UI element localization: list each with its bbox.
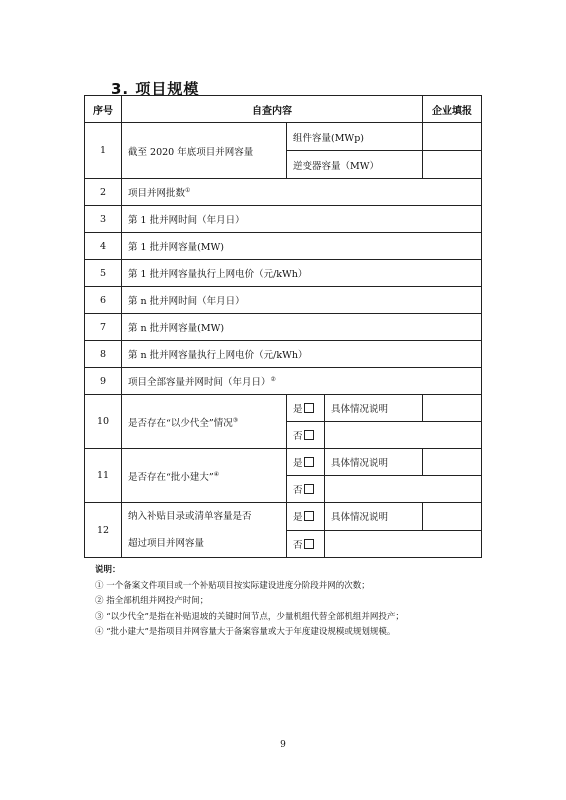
row-label bbox=[122, 179, 482, 206]
yes-checkbox[interactable] bbox=[304, 511, 314, 521]
table-row bbox=[85, 449, 482, 476]
yes-checkbox[interactable] bbox=[304, 403, 314, 413]
no-label: 否 bbox=[293, 431, 303, 442]
row-number: 4 bbox=[85, 233, 122, 260]
fill-cell[interactable] bbox=[423, 151, 482, 179]
row-number: 9 bbox=[85, 368, 122, 395]
row-label: 第 n 批并网容量执行上网电价（元/kWh） bbox=[122, 341, 482, 368]
notes-heading: 说明： bbox=[95, 565, 121, 575]
yes-option[interactable] bbox=[287, 395, 325, 422]
row-label-text: 项目全部容量并网时间（年月日） bbox=[128, 377, 271, 388]
row-label: 第 1 批并网容量执行上网电价（元/kWh） bbox=[122, 260, 482, 287]
table-row bbox=[85, 314, 482, 341]
no-option[interactable] bbox=[287, 422, 325, 449]
row-label: 第 n 批并网容量(MW) bbox=[122, 314, 482, 341]
row-label: 第 1 批并网容量(MW) bbox=[122, 233, 482, 260]
no-checkbox[interactable] bbox=[304, 539, 314, 549]
section-title: 3. 项目规模 bbox=[111, 80, 200, 98]
table-row bbox=[85, 368, 482, 395]
detail-label: 具体情况说明 bbox=[325, 449, 423, 476]
table-row bbox=[85, 287, 482, 314]
fill-cell[interactable] bbox=[423, 395, 482, 422]
yes-checkbox[interactable] bbox=[304, 457, 314, 467]
detail-label: 具体情况说明 bbox=[325, 503, 423, 531]
row-number: 7 bbox=[85, 314, 122, 341]
footnote-mark: ① bbox=[185, 186, 191, 194]
row-number: 10 bbox=[85, 395, 122, 449]
row-number: 5 bbox=[85, 260, 122, 287]
row-label bbox=[122, 449, 287, 503]
yes-option[interactable] bbox=[287, 449, 325, 476]
row-number: 6 bbox=[85, 287, 122, 314]
table-row bbox=[85, 206, 482, 233]
row-number: 8 bbox=[85, 341, 122, 368]
fill-cell[interactable] bbox=[423, 503, 482, 531]
row-label-line1: 纳入补贴目录或清单容量是否 bbox=[128, 511, 252, 522]
fill-cell[interactable] bbox=[423, 449, 482, 476]
no-checkbox[interactable] bbox=[304, 484, 314, 494]
row-number: 2 bbox=[85, 179, 122, 206]
row-label-text: 是否存在“以少代全”情况 bbox=[128, 417, 233, 429]
row-label bbox=[122, 395, 287, 449]
table-row bbox=[85, 503, 482, 531]
fill-cell[interactable] bbox=[325, 530, 482, 558]
row-label-text: 项目并网批数 bbox=[128, 188, 186, 199]
table-row bbox=[85, 233, 482, 260]
footnote-mark: ③ bbox=[232, 416, 239, 424]
note-item: ① 一个备案文件项目或一个补贴项目按实际建设进度分阶段并网的次数； bbox=[95, 580, 370, 591]
table-row bbox=[85, 179, 482, 206]
row-label-text: 是否存在“批小建大” bbox=[128, 471, 214, 483]
header-seq: 序号 bbox=[85, 96, 122, 123]
row-number: 11 bbox=[85, 449, 122, 503]
row-label bbox=[122, 503, 287, 558]
yes-label: 是 bbox=[293, 512, 303, 524]
yes-label: 是 bbox=[293, 404, 303, 415]
no-option[interactable] bbox=[287, 530, 325, 558]
note-item: ④ “批小建大”是指项目并网容量大于备案容量或大于年度建设规模或规划规模。 bbox=[95, 627, 396, 637]
yes-label: 是 bbox=[293, 458, 303, 469]
footnote-mark: ④ bbox=[213, 470, 220, 478]
page-number: 9 bbox=[280, 740, 286, 750]
row-label: 第 n 批并网时间（年月日） bbox=[122, 287, 482, 314]
row-number: 1 bbox=[85, 123, 122, 179]
no-checkbox[interactable] bbox=[304, 430, 314, 440]
row-label: 第 1 批并网时间（年月日） bbox=[122, 206, 482, 233]
footnote-mark: ② bbox=[270, 375, 276, 383]
yes-option[interactable] bbox=[287, 503, 325, 531]
fill-cell[interactable] bbox=[325, 422, 482, 449]
table-row bbox=[85, 341, 482, 368]
sub-label-inverter-capacity: 逆变器容量（MW） bbox=[287, 151, 423, 179]
table-row bbox=[85, 395, 482, 422]
table-row bbox=[85, 123, 482, 151]
row-number: 12 bbox=[85, 503, 122, 558]
note-item: ③ “以少代全”是指在补贴退坡的关键时间节点，少量机组代替全部机组并网投产； bbox=[95, 611, 404, 622]
notes-section bbox=[95, 563, 495, 641]
row-label-line2: 超过项目并网容量 bbox=[128, 538, 205, 549]
row-label bbox=[122, 368, 482, 395]
no-label: 否 bbox=[293, 539, 303, 551]
note-item: ② 指全部机组并网投产时间； bbox=[95, 596, 209, 606]
header-fill: 企业填报 bbox=[423, 96, 482, 123]
sub-label-module-capacity: 组件容量(MWp) bbox=[287, 123, 423, 151]
table-header-row bbox=[85, 96, 482, 123]
table-row bbox=[85, 260, 482, 287]
row-label: 截至 2020 年底项目并网容量 bbox=[122, 123, 287, 179]
fill-cell[interactable] bbox=[423, 123, 482, 151]
detail-label: 具体情况说明 bbox=[325, 395, 423, 422]
row-number: 3 bbox=[85, 206, 122, 233]
no-option[interactable] bbox=[287, 476, 325, 503]
project-scale-table bbox=[84, 95, 482, 558]
no-label: 否 bbox=[293, 485, 303, 496]
header-content: 自查内容 bbox=[122, 96, 423, 123]
fill-cell[interactable] bbox=[325, 476, 482, 503]
